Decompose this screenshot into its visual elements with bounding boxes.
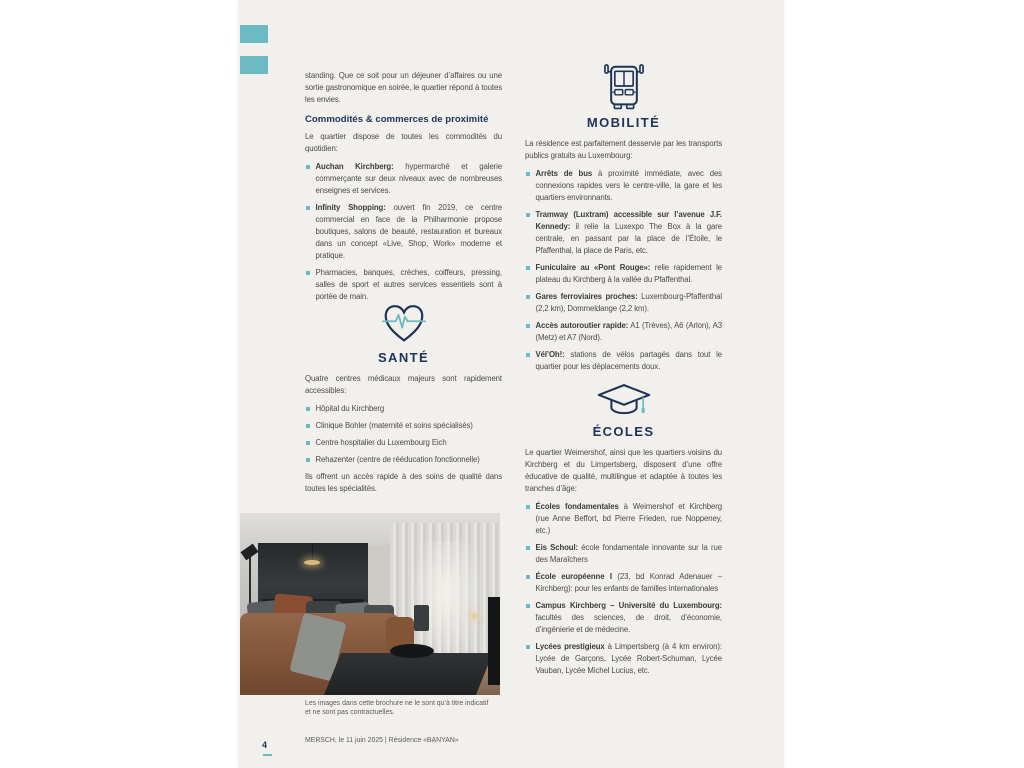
- bullet-marker: [306, 165, 310, 169]
- list-item: [525, 542, 722, 566]
- bullet-marker: [306, 441, 310, 445]
- bullet-marker: [526, 266, 530, 270]
- sante-heading: SANTÉ: [377, 350, 430, 365]
- list-item-text: Accès autoroutier rapide: A1 (Trèves), A6 (Arlon), A3 (Metz) et A7 (Nord).: [535, 321, 722, 342]
- graduation-cap-icon: [596, 383, 652, 419]
- bullet-marker: [306, 424, 310, 428]
- list-item-text: Funiculaire au «Pont Rouge»: relie rapidement le plateau du Kirchberg à la vallée du Pfaffenthal.: [535, 263, 722, 284]
- mobilite-icon-wrap: [525, 62, 722, 110]
- list-item: [305, 454, 502, 466]
- bullet-marker: [526, 645, 530, 649]
- sante-icon-wrap: [305, 303, 502, 345]
- bullet-marker: [526, 295, 530, 299]
- bullet-marker: [306, 206, 310, 210]
- list-item: [305, 437, 502, 449]
- page-footer: [262, 735, 459, 755]
- brochure-page: [238, 0, 784, 768]
- list-item-text: Auchan Kirchberg: hypermarché et galerie commerçante sur deux niveaux avec de nombreuses enseignes et services.: [315, 162, 502, 195]
- commodites-heading: Commodités & commerces de proximité: [305, 114, 489, 125]
- list-item-text: Écoles fondamentales à Weimershof et Kirchberg (rue Anne Beffort, bd Pierre Frieden, rue Noppeney, etc.): [535, 502, 722, 535]
- sante-intro: Quatre centres médicaux majeurs sont rapidement accessibles:: [305, 374, 502, 395]
- list-item: [525, 262, 722, 286]
- bullet-marker: [306, 407, 310, 411]
- list-item: [305, 403, 502, 415]
- list-item-text: Hôpital du Kirchberg: [315, 404, 385, 413]
- photo-layer: [471, 613, 477, 619]
- list-item: [525, 571, 722, 595]
- list-item: [525, 501, 722, 537]
- list-item-text: Vél’Oh!: stations de vélos partagés dans tout le quartier pour les déplacements doux.: [535, 350, 722, 371]
- mobilite-intro: La résidence est parfaitement desservie par les transports publics gratuits au Luxembourg:: [525, 139, 722, 160]
- photo-layer: [414, 605, 429, 631]
- photo-layer: [488, 597, 500, 685]
- photo-layer: [323, 653, 493, 695]
- photo-layer: [390, 644, 434, 658]
- list-item: [525, 320, 722, 344]
- page-number-underline: [263, 754, 272, 756]
- list-item-text: Centre hospitalier du Luxembourg Eich: [315, 438, 447, 447]
- ecoles-icon-wrap: [525, 383, 722, 419]
- bullet-marker: [526, 505, 530, 509]
- footer-text: MERSCH, le 11 juin 2025 | Résidence «BANYAN»: [305, 737, 459, 744]
- list-item-text: Eis Schoul: école fondamentale innovante sur la rue des Maraîchers: [535, 543, 723, 564]
- list-item-text: Infinity Shopping: ouvert fin 2019, ce centre commercial en face de la Philharmonie propose boutiques, salons de beauté, restauration et bureaux dans un concept «Live, Shop, Work» moderne et pratique.: [315, 203, 503, 260]
- list-item-text: Gares ferroviaires proches: Luxembourg-Pfaffenthal (2,2 km), Dommeldange (2,2 km).: [535, 292, 722, 313]
- bullet-marker: [526, 353, 530, 357]
- ecoles-heading: ÉCOLES: [592, 424, 655, 439]
- list-item: [525, 641, 722, 677]
- photo-layer: [410, 541, 482, 657]
- bullet-marker: [526, 546, 530, 550]
- list-item-text: Lycées prestigieux à Limpertsberg (à 4 km environ): Lycée de Garçons, Lycée Robert-Schuman, Lycée Vauban, Lycée Michel Lucius, etc.: [535, 642, 722, 675]
- photo-layer: [304, 560, 320, 565]
- ecoles-section: [525, 383, 722, 682]
- bullet-marker: [526, 324, 530, 328]
- mobilite-heading: MOBILITÉ: [586, 115, 661, 130]
- mobilite-section: [525, 62, 722, 378]
- living-room-photo: [240, 513, 500, 695]
- list-item: [305, 267, 502, 303]
- list-item: [525, 600, 722, 636]
- list-item: [525, 291, 722, 315]
- list-item: [305, 420, 502, 432]
- bullet-marker: [526, 604, 530, 608]
- page-number: 4: [262, 740, 268, 750]
- bullet-marker: [306, 271, 310, 275]
- list-item: [305, 161, 502, 197]
- bullet-marker: [526, 172, 530, 176]
- sante-section: [305, 303, 502, 501]
- list-item-text: Clinique Bohler (maternité et soins spécialisés): [315, 421, 473, 430]
- teal-square-decoration: [240, 25, 268, 43]
- list-item-text: Pharmacies, banques, crèches, coiffeurs, pressing, salles de sport et autres services essentiels sont à portée de main.: [315, 268, 502, 301]
- bullet-marker: [526, 575, 530, 579]
- list-item-text: Arrêts de bus à proximité immédiate, avec des connexions rapides vers le centre-ville, la gare et les quartiers environnants.: [535, 169, 722, 202]
- list-item-text: Rehazenter (centre de rééducation fonctionnelle): [315, 455, 480, 464]
- bullet-marker: [526, 213, 530, 217]
- commodites-intro: Le quartier dispose de toutes les commodités du quotidien:: [305, 132, 502, 153]
- sante-outro: Ils offrent un accès rapide à des soins de qualité dans toutes les spécialités.: [305, 472, 502, 493]
- list-item-text: Tramway (Luxtram) accessible sur l’avenue J.F. Kennedy: il relie la Luxexpo The Box à la gare centrale, en passant par la place de l’Étoile, le Pfaffenthal, la place de Paris, etc.: [535, 210, 722, 255]
- list-item: [525, 168, 722, 204]
- bus-icon: [602, 62, 646, 110]
- teal-square-decoration: [240, 56, 268, 74]
- photo-layer: [312, 543, 313, 560]
- photo-caption: Les images dans cette brochure ne le sont qu’à titre indicatif et ne sont pas contractuelles.: [305, 700, 489, 716]
- heart-pulse-icon: [381, 303, 427, 345]
- commodites-section: [305, 70, 502, 308]
- list-item: [305, 202, 502, 262]
- ecoles-intro: Le quartier Weimershof, ainsi que les quartiers voisins du Kirchberg et du Limpertsberg, disposent d’une offre éducative de qualité, multilingue et adaptée à toutes les tranches d’âge:: [525, 448, 722, 493]
- list-item-text: École européenne I (23, bd Konrad Adenauer – Kirchberg): pour les enfants de familles internationales: [535, 572, 722, 593]
- intro-paragraph: standing. Que ce soit pour un déjeuner d’affaires ou une sortie gastronomique en soirée, le quartier répond à toutes les envies.: [305, 71, 502, 104]
- list-item: [525, 349, 722, 373]
- list-item: [525, 209, 722, 257]
- bullet-marker: [306, 458, 310, 462]
- list-item-text: Campus Kirchberg – Université du Luxembourg: facultés des sciences, de droit, d’économie, d’ingénierie et de médecine.: [535, 601, 722, 634]
